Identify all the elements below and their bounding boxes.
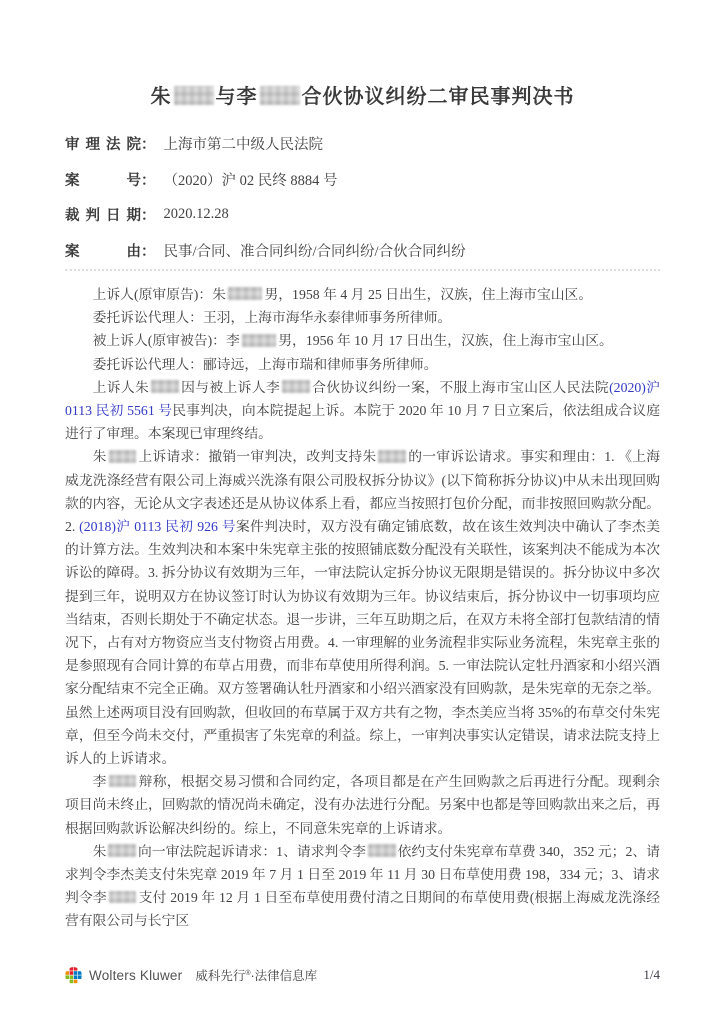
paragraph: 委托诉讼代理人：王羽，上海市海华永泰律师事务所律师。 bbox=[92, 310, 452, 326]
document-title: 朱 与李 合伙协议纠纷二审民事判决书 bbox=[150, 86, 575, 108]
document-content bbox=[65, 0, 660, 933]
paragraph: 上诉人朱 因与被上诉人李 合伙协议纠纷一案，不服上海市宝山区人民法院(2020)沪 0113 民初 5561 号民事判决，向本院提起上诉。本院于 2020 年 10 月 7 日立案后，依法组成合议庭进行了审理。本案现已审理终结。 bbox=[65, 379, 661, 442]
redacted-name bbox=[109, 891, 137, 904]
redacted-name bbox=[282, 380, 310, 393]
redacted-name bbox=[368, 844, 396, 857]
page-footer bbox=[65, 964, 660, 986]
meta-label-cause-of-action: 案由： bbox=[65, 243, 156, 260]
product-name: 威科先行®·法律信息库 bbox=[195, 969, 318, 983]
redacted-name bbox=[174, 86, 214, 104]
paragraph: 委托诉讼代理人：郦诗远，上海市瑞和律师事务所律师。 bbox=[92, 356, 438, 372]
paragraph: 被上诉人(原审被告)：李 男，1956 年 10 月 17 日出生，汉族，住上海市宝山区。 bbox=[92, 333, 613, 349]
meta-label-case-number: 案号： bbox=[65, 172, 156, 189]
redacted-name bbox=[151, 380, 179, 393]
redacted-name bbox=[242, 334, 277, 347]
meta-row-case-number bbox=[65, 162, 660, 198]
redacted-name bbox=[108, 844, 136, 857]
meta-row-judgment-date bbox=[65, 197, 660, 233]
registered-mark: ® bbox=[245, 969, 251, 977]
redacted-name bbox=[109, 775, 137, 788]
meta-value-cause-of-action: 民事/合同、准合同纠纷/合同纠纷/合伙合同纠纷 bbox=[163, 243, 466, 260]
wolters-kluwer-logo-icon bbox=[65, 967, 82, 984]
paragraph: 朱 上诉请求：撤销一审判决，改判支持朱 的一审诉讼请求。事实和理由：1. 《上海威龙洗涤经营有限公司上海威兴洗涤有限公司股权拆分协议》(以下简称拆分协议)中从未出现回购款的内容，无论从文字表述还是从协议体系上看，都应当按照打包价分配，而非按照回购款分配。2. (2018)沪 0113 民初 926 号案件判决时，双方没有确定铺底数，故在该生效判决中确认了李杰美的计算方法。生效判决和本案中朱宪章主张的按照铺底数分配没有关联性，该案判决不能成为本次诉讼的障碍。3. 拆分协议有效期为三年，一审法院认定拆分协议无限期是错误的。拆分协议中多次提到三年，说明双方在协议签订时认为协议有效期为三年。协议结束后，拆分协议中一切事项均应当结束，否则长期处于不确定状态。退一步讲，三年互助期之后，在双方未将全部打包款结清的情况下，占有对方物资应当支付物资占用费。4. 一审理解的业务流程非实际业务流程，朱宪章主张的是参照现有合同计算的布草占用费，而非布草使用所得利润。5. 一审法院认定牡丹酒家和小绍兴酒家分配结束不完全正确。双方签署确认牡丹酒家和小绍兴酒家没有回购款，是朱宪章的无奈之举。虽然上述两项目没有回购款，但收回的布草属于双方共有之物，李杰美应当将 35%的布草交付朱宪章，但至今尚未交付，严重损害了朱宪章的利益。综上，一审判决事实认定错误，请求法院支持上诉人的上诉请求。 bbox=[65, 449, 661, 767]
redacted-name bbox=[260, 86, 300, 104]
redacted-name bbox=[109, 450, 137, 463]
redacted-name bbox=[378, 450, 406, 463]
case-citation-link[interactable]: (2018)沪 0113 民初 926 号 bbox=[79, 519, 236, 535]
dotted-divider bbox=[65, 269, 660, 271]
case-citation-link[interactable]: (2020)沪 0113 民初 5561 号 bbox=[65, 379, 661, 419]
page-indicator: 1/4 bbox=[643, 967, 660, 982]
document-body bbox=[65, 283, 660, 933]
meta-label-court: 审理法院： bbox=[65, 137, 156, 154]
wolters-kluwer-brand-name: Wolters Kluwer bbox=[89, 967, 183, 983]
meta-value-judgment-date: 2020.12.28 bbox=[163, 206, 229, 223]
paragraph: 李 辩称，根据交易习惯和合同约定，各项目都是在产生回购款之后再进行分配。现剩余项目尚未终止，回购款的情况尚未确定，没有办法进行分配。另案中也都是等回购款出来之后，再根据回购款诉讼解决纠纷的。综上，不同意朱宪章的上诉请求。 bbox=[65, 774, 661, 836]
paragraph: 上诉人(原审原告)：朱 男，1958 年 4 月 25 日出生，汉族，住上海市宝山区。 bbox=[92, 287, 593, 302]
redacted-name bbox=[228, 287, 263, 300]
paragraph: 朱 向一审法院起诉请求：1、请求判令李 依约支付朱宪章布草费 340，352 元；2、请求判令李杰美支付朱宪章 2019 年 7 月 1 日至 2019 年 11 月 30 日布草使用费 198，334 元；3、请求判令李 支付 2019 年 12 月 1 日至布草使用费付清之日期间的布草使用费(根据上海威龙洗涤经营有限公司与长宁区 bbox=[65, 843, 661, 929]
meta-value-court: 上海市第二中级人民法院 bbox=[163, 137, 323, 154]
case-meta bbox=[65, 126, 660, 268]
meta-row-court bbox=[65, 126, 660, 162]
meta-row-cause-of-action bbox=[65, 233, 660, 269]
meta-value-case-number: （2020）沪 02 民终 8884 号 bbox=[163, 172, 338, 189]
meta-label-judgment-date: 裁判日期： bbox=[65, 208, 156, 225]
